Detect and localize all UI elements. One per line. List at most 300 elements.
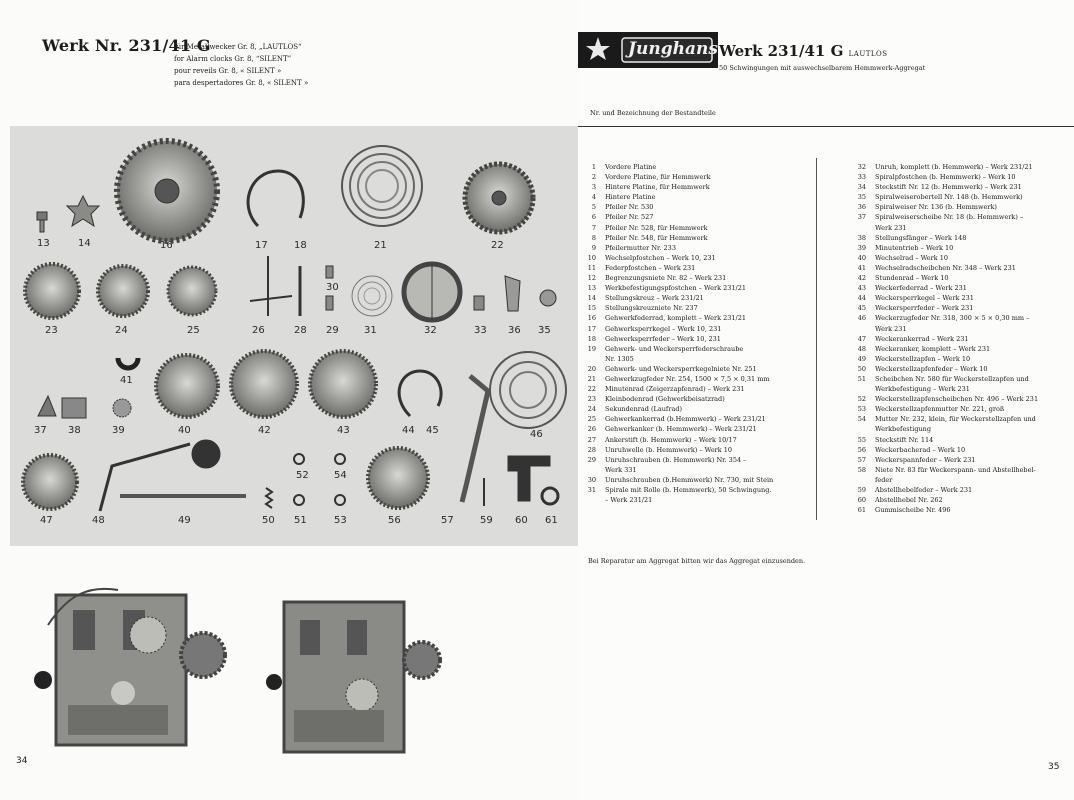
part-row: [852, 475, 1074, 485]
part-row: [582, 354, 814, 364]
part-description: Weckerstellzapfen – Werk 10: [875, 354, 971, 363]
part-number: 29: [587, 455, 596, 464]
part-row: [582, 253, 814, 263]
part-number: 53: [857, 405, 866, 414]
part-number: 28: [587, 445, 596, 454]
part-51-washer-icon: [294, 495, 304, 505]
part-number: 51: [857, 374, 866, 383]
part-46-mainspring-icon: [490, 352, 566, 428]
part-25-escape-wheel-icon: [168, 267, 216, 315]
footnote: Bei Reparatur am Aggregat bitten wir das Aggregat einzusenden.: [588, 557, 806, 565]
part-description: Weckerzugfeder Nr. 318, 300 × 5 × 0,30 mm –: [875, 314, 1030, 323]
part-description: Hintere Platine, für Hemmwerk: [605, 183, 710, 192]
part-description: Vordere Platine: [605, 163, 657, 171]
part-row: [582, 223, 814, 233]
part-row: [582, 243, 814, 253]
part-description: Gehwerksperrfeder – Werk 10, 231: [605, 334, 721, 343]
part-number: 21: [587, 374, 596, 383]
part-number: 38: [857, 233, 866, 242]
part-row: [582, 172, 814, 182]
part-description: feder: [875, 475, 893, 484]
part-50-coil-icon: [266, 488, 272, 508]
part-number: 45: [857, 304, 866, 313]
part-row: [582, 263, 814, 273]
subtitle-fr: pour reveils Gr. 8, « SILENT »: [174, 67, 282, 75]
part-description: Federpfostchen – Werk 231: [605, 263, 696, 272]
label-53: 53: [334, 515, 347, 526]
part-description: Werk 331: [605, 465, 637, 474]
part-number: 3: [591, 183, 596, 192]
label-24: 24: [115, 325, 128, 336]
part-number: [852, 223, 866, 233]
part-number: [582, 495, 596, 505]
part-number: [852, 475, 866, 485]
label-41: 41: [120, 375, 133, 386]
label-36: 36: [508, 325, 521, 336]
label-42: 42: [258, 425, 271, 436]
part-row: [582, 424, 814, 434]
part-description: Stundenrad – Werk 10: [875, 274, 949, 283]
label-60: 60: [515, 515, 528, 526]
label-59: 59: [480, 515, 493, 526]
part-number: 1: [591, 163, 596, 171]
label-23: 23: [45, 325, 58, 336]
part-description: Pfeiler Nr. 527: [605, 213, 654, 222]
part-description: Gehwerkankerrad (b.Hemmwerk) – Werk 231/21: [605, 415, 766, 424]
right-page: [578, 0, 1074, 800]
subtitle-en: for Alarm clocks Gr. 8, “SILENT”: [174, 55, 292, 63]
part-row: [582, 465, 814, 475]
part-number: 41: [857, 263, 866, 272]
part-number: 42: [857, 274, 866, 283]
part-description: Pfeiler Nr. 530: [605, 203, 654, 212]
part-number: 54: [857, 415, 866, 424]
part-number: 10: [587, 253, 596, 262]
left-title: Werk Nr. 231/41 G: [42, 36, 211, 55]
part-number: 57: [857, 455, 866, 464]
part-row: [852, 263, 1074, 273]
part-39-pinion-icon: [113, 399, 131, 417]
part-row: [852, 334, 1074, 344]
part-number: 11: [587, 263, 596, 272]
part-description: Pfeiler Nr. 548, für Hemmwerk: [605, 233, 708, 242]
part-row: [852, 324, 1074, 334]
label-33: 33: [474, 325, 487, 336]
part-description: Steckstift Nr. 114: [875, 435, 934, 444]
label-35: 35: [538, 325, 551, 336]
right-page-number: 35: [1048, 762, 1060, 772]
part-number: 43: [857, 284, 866, 293]
label-26: 26: [252, 325, 265, 336]
part-40-gear-icon: [156, 355, 218, 417]
part-26-anchor-icon: [250, 256, 292, 316]
part-description: Pfeilermutter Nr. 233: [605, 243, 676, 252]
part-35-disc-icon: [540, 290, 556, 306]
part-number: 9: [591, 243, 596, 252]
part-44-clip-icon: [399, 371, 441, 416]
part-description: Abstellhebel Nr. 262: [875, 496, 943, 505]
part-number: 32: [857, 163, 866, 171]
part-row: [852, 364, 1074, 374]
right-title: Werk 231/41 G LAUTLOS: [719, 42, 888, 60]
part-number: 25: [587, 415, 596, 424]
part-description: Werkbefestigungspfostchen – Werk 231/21: [605, 284, 747, 293]
part-14-star-icon: [67, 196, 99, 226]
part-description: Gehwerksperrkegel – Werk 10, 231: [605, 324, 722, 333]
part-number: 46: [857, 314, 866, 323]
label-22: 22: [491, 240, 504, 251]
part-row: [852, 303, 1074, 313]
part-row: [852, 394, 1074, 404]
part-43-alarm-wheel-icon: [310, 351, 376, 417]
part-description: Werk 231: [875, 324, 907, 333]
part-31-hairspring-icon: [352, 276, 392, 316]
part-description: Spiralweiser Nr. 136 (b. Hemmwerk): [875, 203, 997, 212]
part-description: Unruhschrauben (b.Hemmwerk) Nr. 730, mit Stein: [605, 475, 774, 484]
part-description: Sekundenrad (Laufrad): [605, 405, 683, 414]
title-suffix: LAUTLOS: [848, 50, 888, 58]
part-row: [582, 162, 814, 172]
part-description: Scheibchen Nr. 580 für Weckerstellzapfen und: [875, 374, 1029, 383]
part-22-gear-icon: [465, 164, 533, 232]
part-42-gear-icon: [231, 351, 297, 417]
part-47-gear-icon: [23, 455, 77, 509]
part-description: Weckerstellzapfenscheibchen Nr. 496 – Werk 231: [875, 395, 1039, 404]
part-row: [582, 414, 814, 424]
subtitle-es: para despertadores Gr. 8, « SILENT »: [174, 79, 309, 87]
part-row: [852, 344, 1074, 354]
part-description: Stellungskreuzniete Nr. 237: [605, 304, 698, 313]
part-number: 26: [587, 425, 596, 434]
label-32: 32: [424, 325, 437, 336]
part-description: Weckerfederrad – Werk 231: [875, 284, 967, 293]
label-57: 57: [441, 515, 454, 526]
part-number: 56: [857, 445, 866, 454]
part-row: [582, 334, 814, 344]
label-54: 54: [334, 470, 347, 481]
part-row: [582, 485, 814, 495]
label-47: 47: [40, 515, 53, 526]
label-46: 46: [530, 429, 543, 440]
part-description: Hintere Platine: [605, 193, 656, 202]
part-description: Gehwerk- und Weckersperrkegelniete Nr. 251: [605, 364, 757, 373]
part-description: Weckerspannfeder – Werk 231: [875, 455, 976, 464]
part-row: [582, 435, 814, 445]
subtitle-de: für Metallwecker Gr. 8, „LAUTLOS“: [174, 43, 302, 51]
part-number: 14: [587, 294, 596, 303]
left-page-number: 34: [16, 756, 28, 766]
part-number: 44: [857, 294, 866, 303]
part-description: Kleinbodenrad (Gehwerkbeisatzrad): [605, 395, 725, 404]
part-number: 5: [591, 203, 596, 212]
divider: [578, 126, 1074, 127]
part-row: [852, 465, 1074, 475]
part-number: [852, 424, 866, 434]
parts-photo-panel: [10, 126, 578, 546]
part-number: 20: [587, 364, 596, 373]
part-37-pawl-icon: [38, 396, 56, 416]
label-38: 38: [68, 425, 81, 436]
label-44: 44: [402, 425, 415, 436]
part-number: 37: [857, 213, 866, 222]
part-row: [852, 485, 1074, 495]
part-number: 6: [591, 213, 596, 222]
part-description: Spiralweiserobertell Nr. 148 (b. Hemmwerk): [875, 193, 1023, 202]
part-row: [582, 233, 814, 243]
label-16: 16: [160, 240, 173, 251]
part-description: Ankerstift (b. Hemmwerk) – Werk 10/17: [605, 435, 737, 444]
part-number: 16: [587, 314, 596, 323]
part-row: [852, 424, 1074, 434]
part-row: [852, 505, 1074, 515]
label-37: 37: [34, 425, 47, 436]
part-16-gear-icon: [117, 141, 217, 241]
part-row: [582, 404, 814, 414]
part-row: [582, 495, 814, 505]
part-36-lever-icon: [505, 276, 520, 311]
part-row: [852, 212, 1074, 222]
part-description: Werkbefestigung – Werk 231: [875, 385, 970, 394]
part-row: [852, 273, 1074, 283]
part-52-washer-icon: [294, 454, 304, 464]
part-48-hammer-icon: [100, 440, 220, 511]
part-row: [852, 192, 1074, 202]
part-32-balance-icon: [404, 264, 460, 320]
part-row: [582, 455, 814, 465]
label-52: 52: [296, 470, 309, 481]
right-subtitle: 50 Schwingungen mit auswechselbarem Hemmwerk-Aggregat: [719, 64, 926, 72]
label-51: 51: [294, 515, 307, 526]
label-17: 17: [255, 240, 268, 251]
part-description: Unruhschrauben (b. Hemmwerk) Nr. 354 –: [605, 455, 747, 464]
part-56-gear-icon: [368, 448, 428, 508]
part-description: Werk 231: [875, 223, 907, 232]
part-41-washer-icon: [118, 358, 138, 368]
part-description: Wechselrad – Werk 10: [875, 253, 948, 262]
part-row: [852, 455, 1074, 465]
label-48: 48: [92, 515, 105, 526]
part-number: [852, 324, 866, 334]
section-heading: Nr. und Bezeichnung der Bestandteile: [590, 109, 716, 117]
part-23-gear-icon: [25, 264, 79, 318]
part-row: [852, 182, 1074, 192]
part-17-click-spring-icon: [248, 171, 303, 226]
part-number: [852, 384, 866, 394]
part-number: [582, 354, 596, 364]
part-description: Weckersperrfeder – Werk 231: [875, 304, 974, 313]
part-description: Weckerbacherad – Werk 10: [875, 445, 966, 454]
part-description: Pfeiler Nr. 528, für Hemmwerk: [605, 223, 708, 232]
part-33-stud-icon: [474, 296, 484, 310]
part-row: [582, 374, 814, 384]
part-row: [582, 475, 814, 485]
part-number: 2: [591, 173, 596, 182]
part-number: [582, 465, 596, 475]
label-45: 45: [426, 425, 439, 436]
part-description: Minutentrieb – Werk 10: [875, 243, 954, 252]
parts-list-left: [582, 162, 814, 505]
part-row: [852, 384, 1074, 394]
part-description: Werkbefestigung: [875, 425, 932, 434]
part-description: Gehwerkzugfeder Nr. 254, 1500 × 7,5 × 0,31 mm: [605, 374, 770, 383]
assembled-movement-back-image: [262, 590, 442, 760]
label-31: 31: [364, 325, 377, 336]
part-row: [852, 223, 1074, 233]
part-row: [582, 344, 814, 354]
part-description: Weckerankerrad – Werk 231: [875, 334, 969, 343]
part-row: [852, 495, 1074, 505]
column-divider: [816, 158, 817, 520]
part-description: Vordere Platine, für Hemmwerk: [605, 173, 711, 182]
part-number: 59: [857, 486, 866, 494]
part-row: [852, 162, 1074, 172]
part-row: [852, 283, 1074, 293]
part-number: 58: [857, 465, 866, 474]
part-number: 23: [587, 395, 596, 404]
part-row: [582, 192, 814, 202]
label-14: 14: [78, 238, 91, 249]
part-description: Weckeranker, komplett – Werk 231: [875, 344, 991, 353]
part-row: [582, 212, 814, 222]
parts-list-right: [852, 162, 1074, 515]
part-number: 48: [857, 344, 866, 353]
part-row: [852, 293, 1074, 303]
part-description: Unruh, komplett (b. Hemmwerk) – Werk 231/21: [875, 163, 1033, 171]
label-30: 30: [326, 282, 339, 293]
part-description: Weckersperrkegel – Werk 231: [875, 294, 974, 303]
part-number: 15: [587, 304, 596, 313]
part-number: 18: [587, 334, 596, 343]
part-number: 7: [591, 223, 596, 232]
label-13: 13: [37, 238, 50, 249]
part-24-gear-icon: [98, 266, 148, 316]
part-row: [582, 283, 814, 293]
part-row: [852, 354, 1074, 364]
part-row: [582, 303, 814, 313]
part-number: 36: [857, 203, 866, 212]
part-description: Spiralweiserscheibe Nr. 18 (b. Hemmwerk) –: [875, 213, 1024, 222]
part-number: 60: [857, 496, 866, 505]
part-number: 8: [591, 233, 596, 242]
part-row: [852, 445, 1074, 455]
label-21: 21: [374, 240, 387, 251]
part-description: Spiralpfostchen (b. Hemmwerk) – Werk 10: [875, 173, 1016, 182]
part-row: [852, 313, 1074, 323]
part-description: Steckstift Nr. 12 (b. Hemmwerk) – Werk 231: [875, 183, 1022, 192]
part-description: Wechselradscheibchen Nr. 348 – Werk 231: [875, 263, 1016, 272]
label-39: 39: [112, 425, 125, 436]
label-25: 25: [187, 325, 200, 336]
part-number: 40: [857, 253, 866, 262]
part-row: [582, 273, 814, 283]
part-number: 19: [587, 344, 596, 353]
part-number: 22: [587, 385, 596, 394]
part-description: Stellungsfänger – Werk 148: [875, 233, 967, 242]
part-number: 61: [857, 506, 866, 515]
part-number: 34: [857, 183, 866, 192]
assembled-movement-front-image: [28, 575, 228, 755]
part-row: [852, 233, 1074, 243]
part-row: [852, 243, 1074, 253]
part-description: Weckerstellzapfenmutter Nr. 221, groß: [875, 405, 1005, 414]
part-row: [852, 435, 1074, 445]
part-number: 47: [857, 334, 866, 343]
part-row: [852, 414, 1074, 424]
part-description: Gehwerkfederrad, komplett – Werk 231/21: [605, 314, 747, 323]
part-number: 30: [587, 475, 596, 484]
part-row: [582, 384, 814, 394]
part-number: 55: [857, 435, 866, 444]
part-row: [852, 202, 1074, 212]
part-description: Nr. 1305: [605, 354, 634, 363]
part-number: 35: [857, 193, 866, 202]
label-29: 29: [326, 325, 339, 336]
part-description: Minutenrad (Zeigerzapfenrad) – Werk 231: [605, 385, 745, 394]
part-description: Weckerstellzapfenfeder – Werk 10: [875, 364, 988, 373]
part-number: 33: [857, 173, 866, 182]
part-number: 24: [587, 405, 596, 414]
brand-banner: [578, 32, 718, 68]
label-18: 18: [294, 240, 307, 251]
part-row: [852, 172, 1074, 182]
part-description: Gummischeibe Nr. 496: [875, 506, 951, 515]
part-row: [582, 394, 814, 404]
part-row: [582, 202, 814, 212]
label-49: 49: [178, 515, 191, 526]
parts-illustration: [10, 126, 578, 546]
part-row: [582, 445, 814, 455]
part-description: Niete Nr. 83 für Weckerspann- und Abstellhebel-: [875, 465, 1036, 474]
part-row: [582, 182, 814, 192]
part-number: 39: [857, 243, 866, 252]
label-43: 43: [337, 425, 350, 436]
part-row: [852, 253, 1074, 263]
part-description: – Werk 231/21: [605, 496, 653, 505]
part-number: 27: [587, 435, 596, 444]
label-40: 40: [178, 425, 191, 436]
part-number: 50: [857, 364, 866, 373]
part-53-nut-icon: [335, 495, 345, 505]
part-description: Gehwerkanker (b. Hemmwerk) – Werk 231/21: [605, 425, 757, 434]
part-row: [852, 374, 1074, 384]
part-row: [582, 313, 814, 323]
part-row: [582, 324, 814, 334]
brand-wordmark: Junghans: [628, 39, 718, 59]
part-number: 17: [587, 324, 596, 333]
part-description: Begrenzungsniete Nr. 82 – Werk 231: [605, 274, 727, 283]
part-number: 13: [587, 284, 596, 293]
label-50: 50: [262, 515, 275, 526]
part-38-plate-icon: [62, 398, 86, 418]
part-13-screw-icon: [37, 212, 47, 232]
part-description: Mutter Nr. 232, klein, für Weckerstellzapfen und: [875, 415, 1036, 424]
part-description: Spirale mit Rolle (b. Hemmwerk), 50 Schwingung.: [605, 486, 772, 494]
part-61-rubber-disc-icon: [542, 488, 558, 504]
label-28: 28: [294, 325, 307, 336]
part-54-nut-icon: [335, 454, 345, 464]
part-row: [852, 404, 1074, 414]
part-21-mainspring-icon: [342, 146, 422, 226]
part-number: 31: [587, 486, 596, 494]
part-number: 52: [857, 395, 866, 404]
part-description: Stellungskreuz – Werk 231/21: [605, 294, 704, 303]
part-description: Abstellhebelfeder – Werk 231: [875, 486, 973, 494]
part-number: 12: [587, 274, 596, 283]
part-description: Unruhwelle (b. Hemmwerk) – Werk 10: [605, 445, 733, 454]
label-61: 61: [545, 515, 558, 526]
part-description: Wechselpfostchen – Werk 10, 231: [605, 253, 716, 262]
part-row: [582, 364, 814, 374]
